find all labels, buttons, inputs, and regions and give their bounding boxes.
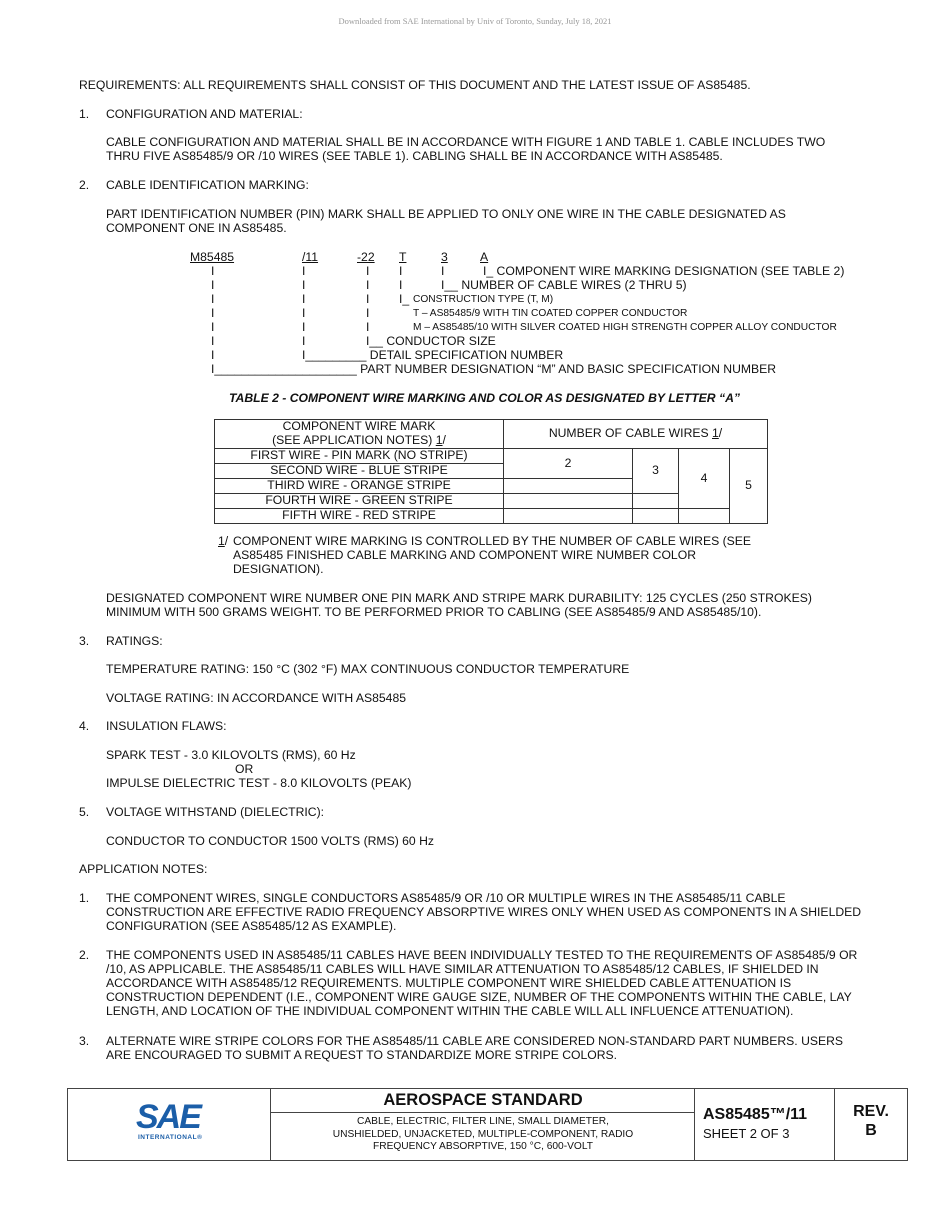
revision-label: REV. [853,1103,889,1120]
application-notes-heading: APPLICATION NOTES: [79,862,208,876]
table-cell-empty [679,509,730,524]
tree-bar: I [211,348,215,362]
tree-bar: I [399,278,403,292]
note-3-line-2: ARE ENCOURAGED TO SUBMIT A REQUEST TO STANDARDIZE MORE STRIPE COLORS. [106,1048,618,1062]
section-4-number: 4. [79,719,90,733]
pin-part-type: T [399,250,407,264]
tree-bar: I [366,292,370,306]
note-2-line-2: /10, AS APPLICABLE. THE AS85485/11 CABLES WILL HAVE SIMILAR ATTENUATION TO AS85485/12 CABLES, IF SHIELDED IN [106,962,819,976]
note-1-number: 1. [79,891,90,905]
table-header-component-mark [215,420,504,449]
sheet-number: SHEET 2 OF 3 [703,1126,790,1141]
or-separator: OR [235,762,254,776]
header-line-1: COMPONENT WIRE MARK [282,419,436,434]
download-watermark: Downloaded from SAE International by Univ of Toronto, Sunday, July 18, 2021 [338,16,612,26]
section-3-heading: RATINGS: [106,634,163,648]
table-footnote-line-1: COMPONENT WIRE MARKING IS CONTROLLED BY THE NUMBER OF CABLE WIRES (SEE [233,534,752,548]
table-row-second-wire: SECOND WIRE - BLUE STRIPE [215,464,504,479]
section-2-heading: CABLE IDENTIFICATION MARKING: [106,178,309,192]
table-2 [214,419,768,524]
revision-letter: B [865,1122,877,1139]
tree-bar: I [211,278,215,292]
conductor-withstand: CONDUCTOR TO CONDUCTOR 1500 VOLTS (RMS) 60 Hz [106,834,434,848]
table-cell-empty [504,494,633,509]
section-1-number: 1. [79,107,90,121]
section-5-number: 5. [79,805,90,819]
section-1-line-1: CABLE CONFIGURATION AND MATERIAL SHALL BE IN ACCORDANCE WITH FIGURE 1 AND TABLE 1. CABLE INCLUDES TWO [106,135,826,149]
table-header-number-of-wires [504,420,768,449]
table-cell-empty [633,494,679,509]
table-footnote-line-2: AS85485 FINISHED CABLE MARKING AND COMPONENT WIRE NUMBER COLOR [233,548,696,562]
tree-bar: I [211,320,215,334]
note-2-line-1: THE COMPONENTS USED IN AS85485/11 CABLES HAVE BEEN INDIVIDUALLY TESTED TO THE REQUIREMENTS OF AS85485/9 OR [106,948,858,962]
pin-part-m85485: M85485 [190,250,235,264]
note-1-line-2: CONSTRUCTION ARE EFFECTIVE RADIO FREQUENCY ABSORPTIVE WIRES ONLY WHEN USED AS COMPONENTS IN A SHIELDED [106,905,862,919]
table-row-fourth-wire: FOURTH WIRE - GREEN STRIPE [215,494,504,509]
title-block [67,1088,908,1161]
section-2-line-2: COMPONENT ONE IN AS85485. [106,221,287,235]
header-text: NUMBER OF CABLE WIRES [548,426,713,441]
footnote-ref: 1 [435,433,443,447]
sae-logo-sub-text: INTERNATIONAL [138,1134,198,1141]
footnote-slash: / [442,433,446,447]
note-1-line-3: CONFIGURATION (SEE AS85485/12 AS EXAMPLE). [106,919,397,933]
tree-bar: I [366,264,370,278]
tree-branch: I_ [399,292,410,306]
table-cell-empty [504,479,633,494]
requirements-statement: REQUIREMENTS: ALL REQUIREMENTS SHALL CONSIST OF THIS DOCUMENT AND THE LATEST ISSUE OF AS85485. [79,78,751,92]
note-2-line-4: CONSTRUCTION DEPENDENT (I.E., COMPONENT WIRE GAUGE SIZE, NUMBER OF THE COMPONENTS WITHIN THE CABLE, LAY [106,990,852,1004]
pin-desc-designation: I_____________________ PART NUMBER DESIGNATION “M” AND BASIC SPECIFICATION NUMBER [211,362,777,376]
note-2-line-5: LENGTH, AND LOCATION OF THE INDIVIDUAL COMPONENT WITHIN THE CABLE WILL ALL INFLUENCE ATTENUATION). [106,1004,794,1018]
pin-desc-type: CONSTRUCTION TYPE (T, M) [413,294,554,305]
tree-bar: I [441,264,445,278]
table-2-title: TABLE 2 - COMPONENT WIRE MARKING AND COLOR AS DESIGNATED BY LETTER “A” [229,391,740,405]
footnote-slash: / [718,426,723,441]
note-3-number: 3. [79,1034,90,1048]
tree-bar: I [302,306,306,320]
table-cell-count-3: 3 [633,449,679,494]
tree-bar: I [302,334,306,348]
tree-bar: I [211,292,215,306]
section-2-line-1: PART IDENTIFICATION NUMBER (PIN) MARK SHALL BE APPLIED TO ONLY ONE WIRE IN THE CABLE DESIGNATED AS [106,207,786,221]
section-5-heading: VOLTAGE WITHSTAND (DIELECTRIC): [106,805,325,819]
aerospace-standard-title: AEROSPACE STANDARD [383,1091,583,1109]
footnote-number: 1 [218,534,225,548]
section-4-heading: INSULATION FLAWS: [106,719,227,733]
table-cell-empty [633,509,679,524]
sae-logo-registered: ® [197,1134,203,1141]
tree-bar: I [302,264,306,278]
pin-desc-size: I__ CONDUCTOR SIZE [366,334,496,348]
tree-bar: I [211,264,215,278]
header-line-2: (SEE APPLICATION NOTES) [272,433,436,447]
document-number: AS85485™/11 [703,1106,808,1123]
table-row-fifth-wire: FIFTH WIRE - RED STRIPE [215,509,504,524]
footnote-ref: 1 [712,426,719,441]
sae-logo [68,1089,270,1160]
durability-line-2: MINIMUM WITH 500 GRAMS WEIGHT. TO BE PERFORMED PRIOR TO CABLING (SEE AS85485/9 AND AS85485/10). [106,605,762,619]
impulse-test: IMPULSE DIELECTRIC TEST - 8.0 KILOVOLTS (PEAK) [106,776,412,790]
table-cell-count-4: 4 [679,449,730,509]
revision-cell [834,1089,907,1160]
table-cell-empty [504,509,633,524]
document-number-cell [694,1089,835,1160]
tree-bar: I [302,278,306,292]
note-1-line-1: THE COMPONENT WIRES, SINGLE CONDUCTORS AS85485/9 OR /10 OR MULTIPLE WIRES IN THE AS85485/11 CABLE [106,891,786,905]
footnote-slash: / [224,534,229,548]
spark-test: SPARK TEST - 3.0 KILOVOLTS (RMS), 60 Hz [106,748,356,762]
tree-bar: I [302,292,306,306]
pin-desc-detail: I_________ DETAIL SPECIFICATION NUMBER [302,348,564,362]
sae-logo-wordmark: SAE [136,1098,200,1136]
table-footnote-line-3: DESIGNATION). [233,562,324,576]
tree-bar: I [399,264,403,278]
title-description [271,1116,695,1154]
table-row-first-wire: FIRST WIRE - PIN MARK (NO STRIPE) [215,449,504,464]
tree-bar: I [366,306,370,320]
tree-bar: I [366,320,370,334]
durability-line-1: DESIGNATED COMPONENT WIRE NUMBER ONE PIN MARK AND STRIPE MARK DURABILITY: 125 CYCLES (250 STROKES) [106,591,812,605]
sae-logo-subtitle [138,1134,202,1141]
description-line-3: FREQUENCY ABSORPTIVE, 150 °C, 600-VOLT [373,1141,593,1152]
pin-part-slash11: /11 [302,250,319,264]
title-cell [270,1089,695,1160]
table-row-third-wire: THIRD WIRE - ORANGE STRIPE [215,479,504,494]
title-divider [271,1112,695,1113]
pin-desc-count: I__ NUMBER OF CABLE WIRES (2 THRU 5) [441,278,687,292]
section-1-heading: CONFIGURATION AND MATERIAL: [106,107,303,121]
section-1-line-2: THRU FIVE AS85485/9 OR /10 WIRES (SEE TABLE 1). CABLING SHALL BE IN ACCORDANCE WITH AS85485. [106,149,723,163]
note-2-line-3: ACCORDANCE WITH AS85485/12 REQUIREMENTS. MULTIPLE COMPONENT WIRE SHIELDED CABLE ATTENUATION IS [106,976,792,990]
temperature-rating: TEMPERATURE RATING: 150 °C (302 °F) MAX CONTINUOUS CONDUCTOR TEMPERATURE [106,662,630,676]
section-2-number: 2. [79,178,90,192]
note-3-line-1: ALTERNATE WIRE STRIPE COLORS FOR THE AS85485/11 CABLE ARE CONSIDERED NON-STANDARD PART NUMBERS. USERS [106,1034,844,1048]
tree-bar: I [366,278,370,292]
pin-part-count: 3 [441,250,448,264]
tree-bar: I [211,334,215,348]
pin-desc-marking: I_ COMPONENT WIRE MARKING DESIGNATION (SEE TABLE 2) [483,264,845,278]
tree-bar: I [211,306,215,320]
note-2-number: 2. [79,948,90,962]
table-cell-count-5: 5 [730,449,768,524]
tree-bar: I [302,320,306,334]
description-line-1: CABLE, ELECTRIC, FILTER LINE, SMALL DIAMETER, [357,1116,609,1127]
pin-desc-type-t: T – AS85485/9 WITH TIN COATED COPPER CONDUCTOR [413,308,688,319]
pin-part-marking: A [480,250,489,264]
voltage-rating: VOLTAGE RATING: IN ACCORDANCE WITH AS85485 [106,691,407,705]
description-line-2: UNSHIELDED, UNJACKETED, MULTIPLE-COMPONENT, RADIO [332,1128,634,1140]
pin-desc-type-m: M – AS85485/10 WITH SILVER COATED HIGH STRENGTH COPPER ALLOY CONDUCTOR [413,322,837,333]
table-footnote-marker [218,534,228,548]
pin-part-size: -22 [357,250,375,264]
table-cell-count-2: 2 [504,449,633,479]
section-3-number: 3. [79,634,90,648]
